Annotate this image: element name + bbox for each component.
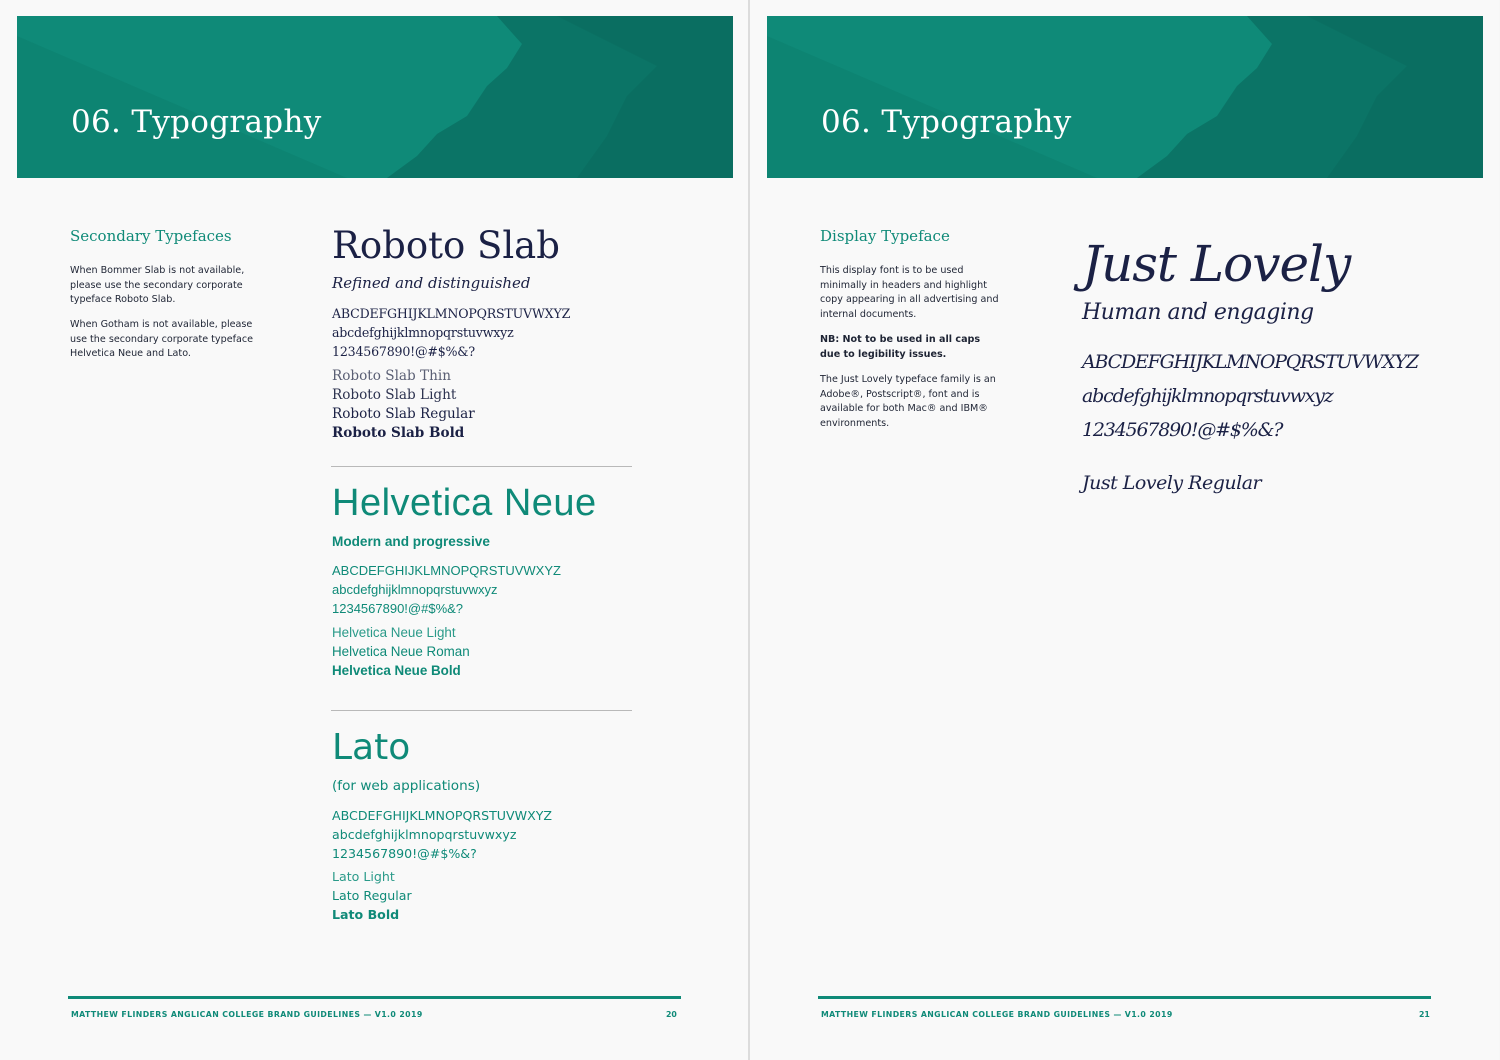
weight-list <box>332 623 597 680</box>
page-number: 20 <box>666 1010 677 1019</box>
typeface-tagline: Human and engaging <box>1082 300 1314 325</box>
section-banner <box>17 16 733 178</box>
character-set <box>332 561 597 618</box>
weight-regular: Just Lovely Regular <box>1082 472 1262 494</box>
numerals-sample: 1234567890!@#$%&? <box>332 601 464 616</box>
weight-bold: Roboto Slab Bold <box>332 425 465 441</box>
sidebar-paragraph: When Gotham is not available, please use the secondary corporate typeface Helvetica Neue and Lato. <box>70 319 254 360</box>
just-lovely-specimen <box>1082 232 1418 495</box>
sidebar-paragraph: The Just Lovely typeface family is an Adobe®, Postscript®, font and is available for both Mac® and IBM® environments. <box>820 374 996 429</box>
weight-roman: Helvetica Neue Roman <box>332 644 470 659</box>
page-title: 06. Typography <box>821 104 1072 140</box>
weight-bold: Helvetica Neue Bold <box>332 663 461 678</box>
weight-light: Roboto Slab Light <box>332 387 457 403</box>
page-right <box>750 0 1499 1060</box>
lato-specimen <box>332 728 552 924</box>
uppercase-sample: ABCDEFGHIJKLMNOPQRSTUVWXYZ <box>332 306 571 321</box>
weight-list <box>332 367 570 443</box>
helvetica-neue-specimen <box>332 482 597 680</box>
character-set <box>332 806 552 863</box>
weight-list <box>332 867 552 924</box>
typeface-name: Roboto Slab <box>332 224 560 267</box>
typeface-tagline: Refined and distinguished <box>332 274 531 292</box>
uppercase-sample: ABCDEFGHIJKLMNOPQRSTUVWXYZ <box>332 563 561 578</box>
sidebar-heading: Secondary Typefaces <box>70 227 232 245</box>
weight-regular: Lato Regular <box>332 888 412 903</box>
page-left <box>0 0 749 1060</box>
uppercase-sample: ABCDEFGHIJKLMNOPQRSTUVWXYZ <box>1082 351 1418 373</box>
roboto-slab-specimen <box>332 226 570 443</box>
weight-thin: Roboto Slab Thin <box>332 368 451 384</box>
sidebar-paragraph: This display font is to be used minimally in headers and highlight copy appearing in all advertising and internal documents. <box>820 265 999 320</box>
typeface-tagline: Modern and progressive <box>332 534 490 549</box>
weight-list <box>1082 471 1418 495</box>
typeface-name: Lato <box>332 727 411 768</box>
numerals-sample: 1234567890!@#$%&? <box>332 344 475 359</box>
lowercase-sample: abcdefghijklmnopqrstuvwxyz <box>1082 385 1333 407</box>
weight-bold: Lato Bold <box>332 907 400 922</box>
divider <box>331 710 632 711</box>
divider <box>331 466 632 467</box>
sidebar-heading: Display Typeface <box>820 227 950 245</box>
character-set <box>1082 345 1418 447</box>
lowercase-sample: abcdefghijklmnopqrstuvwxyz <box>332 582 498 597</box>
lowercase-sample: abcdefghijklmnopqrstuvwxyz <box>332 325 514 340</box>
section-banner <box>767 16 1483 178</box>
sidebar-paragraph: When Bommer Slab is not available, please use the secondary corporate typeface Roboto Slab. <box>70 265 245 306</box>
page-number: 21 <box>1419 1010 1430 1019</box>
footer-text: MATTHEW FLINDERS ANGLICAN COLLEGE BRAND GUIDELINES — V1.0 2019 <box>71 1010 423 1019</box>
typeface-tagline: (for web applications) <box>332 778 481 794</box>
typeface-name: Helvetica Neue <box>332 482 597 524</box>
footer-rule <box>68 996 681 999</box>
weight-light: Helvetica Neue Light <box>332 625 456 640</box>
page-title: 06. Typography <box>71 104 322 140</box>
character-set <box>332 304 570 361</box>
uppercase-sample: ABCDEFGHIJKLMNOPQRSTUVWXYZ <box>332 808 553 823</box>
weight-light: Lato Light <box>332 869 395 884</box>
sidebar-note: NB: Not to be used in all caps due to legibility issues. <box>820 334 981 360</box>
banner-background <box>767 16 1483 178</box>
banner-background <box>17 16 733 178</box>
numerals-sample: 1234567890!@#$%&? <box>1082 419 1283 441</box>
footer-text: MATTHEW FLINDERS ANGLICAN COLLEGE BRAND GUIDELINES — V1.0 2019 <box>821 1010 1173 1019</box>
lowercase-sample: abcdefghijklmnopqrstuvwxyz <box>332 827 517 842</box>
footer-rule <box>818 996 1431 999</box>
numerals-sample: 1234567890!@#$%&? <box>332 846 477 861</box>
typeface-name: Just Lovely <box>1082 235 1351 293</box>
weight-regular: Roboto Slab Regular <box>332 406 475 422</box>
